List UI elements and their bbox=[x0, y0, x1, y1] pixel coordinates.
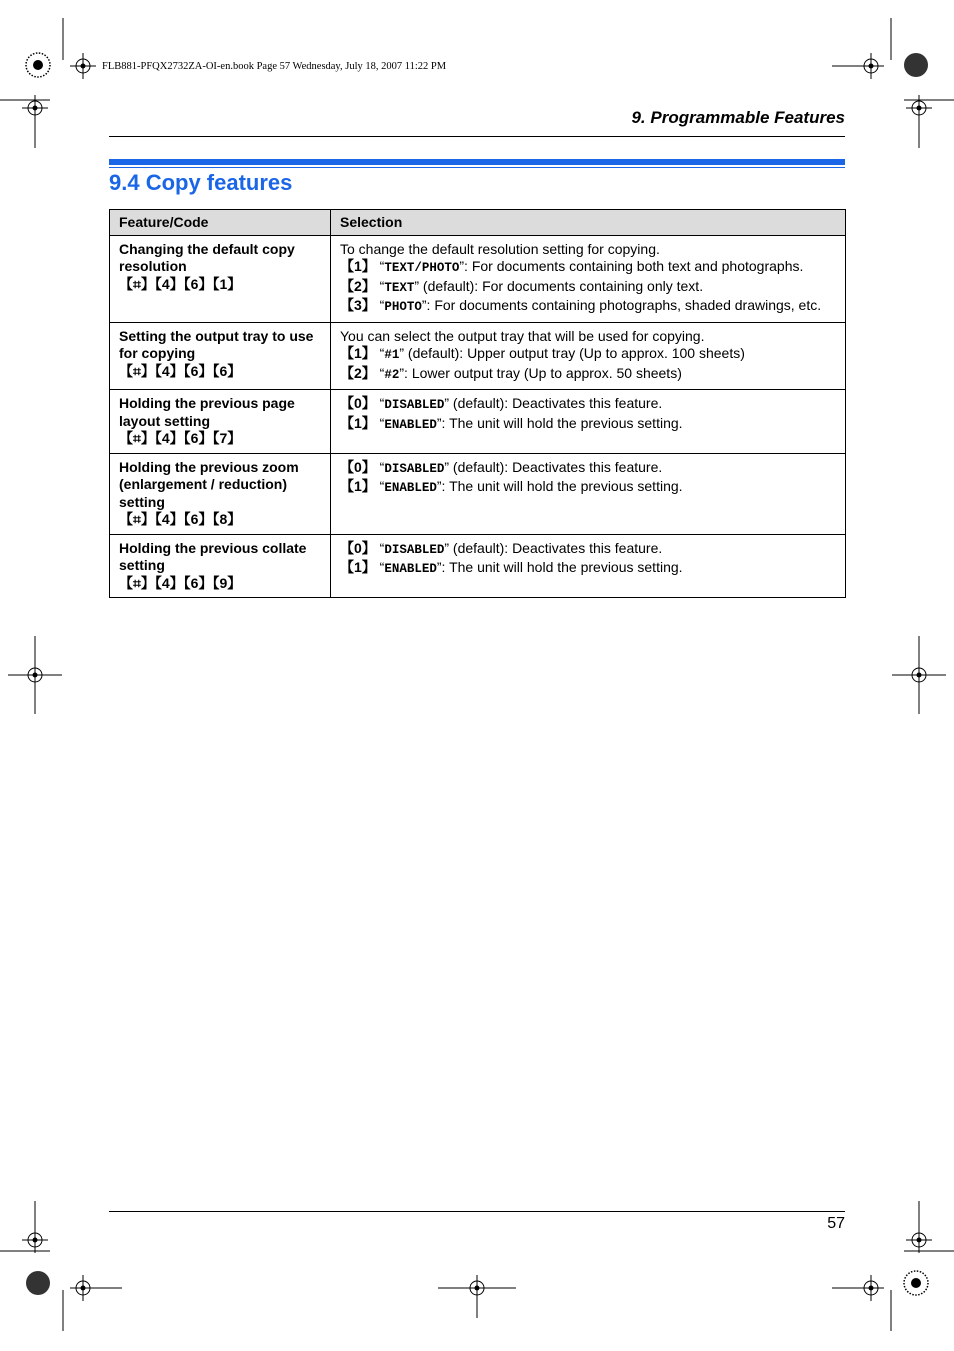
selection-option: 【1】 “#1” (default): Upper output tray (Up to approx. 100 sheets) bbox=[340, 345, 745, 362]
selection-option: 【1】 “ENABLED”: The unit will hold the previous setting. bbox=[340, 559, 683, 576]
option-key: 【1】 bbox=[340, 478, 376, 494]
option-desc: (default): For documents containing only text. bbox=[419, 277, 704, 294]
option-value: #2 bbox=[384, 367, 400, 382]
feature-code: 【⌗】【4】【6】【7】 bbox=[119, 430, 242, 446]
option-value: #1 bbox=[384, 348, 400, 362]
feature-code: 【⌗】【4】【6】【1】 bbox=[119, 275, 242, 292]
option-desc: (default): Deactivates this feature. bbox=[449, 458, 663, 475]
feature-code: 【⌗】【4】【6】【9】 bbox=[119, 574, 242, 591]
option-value: ENABLED bbox=[384, 417, 437, 432]
running-header: 9. Programmable Features bbox=[631, 108, 845, 127]
option-desc: : The unit will hold the previous setting. bbox=[441, 478, 683, 494]
option-value: TEXT bbox=[384, 280, 415, 295]
table-row bbox=[110, 322, 846, 390]
option-desc: : For documents containing photographs, shaded drawings, etc. bbox=[426, 297, 822, 313]
feature-name: Holding the previous zoom (enlargement / reduction) setting bbox=[119, 458, 299, 510]
selection-option: 【0】 “DISABLED” (default): Deactivates this feature. bbox=[340, 539, 663, 557]
option-desc: : The unit will hold the previous setting. bbox=[441, 559, 683, 575]
selection-option: 【2】 “#2”: Lower output tray (Up to approx. 50 sheets) bbox=[340, 364, 682, 382]
option-desc: : The unit will hold the previous setting. bbox=[441, 414, 683, 431]
header-rule bbox=[109, 136, 845, 137]
option-desc: : For documents containing both text and photographs. bbox=[464, 258, 804, 274]
table-row bbox=[110, 534, 846, 598]
column-header-selection: Selection bbox=[331, 210, 846, 236]
selection-option: 【1】 “TEXT/PHOTO”: For documents containing both text and photographs. bbox=[340, 258, 804, 275]
option-key: 【3】 bbox=[340, 297, 376, 313]
selection-intro: To change the default resolution setting for copying. bbox=[340, 240, 660, 257]
feature-name: Holding the previous collate setting bbox=[119, 539, 307, 573]
option-value: PHOTO bbox=[384, 300, 422, 314]
option-value: DISABLED bbox=[384, 461, 445, 476]
column-header-feature: Feature/Code bbox=[110, 210, 331, 236]
footer-rule bbox=[109, 1211, 845, 1212]
option-value: ENABLED bbox=[384, 481, 437, 495]
selection-cell bbox=[331, 322, 846, 390]
selection-cell bbox=[331, 235, 846, 322]
option-key: 【1】 bbox=[340, 559, 376, 575]
copy-features-table bbox=[109, 209, 846, 598]
feature-code: 【⌗】【4】【6】【8】 bbox=[119, 511, 242, 527]
feature-name: Changing the default copy resolution bbox=[119, 240, 295, 274]
option-value: ENABLED bbox=[384, 562, 437, 576]
selection-option: 【0】 “DISABLED” (default): Deactivates this feature. bbox=[340, 458, 663, 476]
option-desc: (default): Deactivates this feature. bbox=[449, 395, 663, 411]
selection-cell bbox=[331, 534, 846, 598]
section-bar-thin bbox=[109, 167, 845, 168]
feature-cell bbox=[110, 453, 331, 534]
selection-option: 【2】 “TEXT” (default): For documents containing only text. bbox=[340, 277, 704, 295]
selection-option: 【1】 “ENABLED”: The unit will hold the previous setting. bbox=[340, 478, 683, 495]
option-key: 【0】 bbox=[340, 395, 376, 411]
feature-name: Setting the output tray to use for copying bbox=[119, 327, 314, 361]
option-key: 【0】 bbox=[340, 539, 376, 556]
option-desc: (default): Deactivates this feature. bbox=[449, 539, 663, 556]
feature-cell bbox=[110, 235, 331, 322]
option-value: DISABLED bbox=[384, 542, 445, 557]
selection-cell bbox=[331, 390, 846, 454]
selection-option: 【3】 “PHOTO”: For documents containing photographs, shaded drawings, etc. bbox=[340, 297, 822, 314]
selection-intro: You can select the output tray that will be used for copying. bbox=[340, 327, 705, 344]
option-value: DISABLED bbox=[384, 398, 445, 412]
feature-code: 【⌗】【4】【6】【6】 bbox=[119, 362, 242, 379]
selection-cell bbox=[331, 453, 846, 534]
option-value: TEXT/PHOTO bbox=[384, 261, 460, 275]
selection-option: 【1】 “ENABLED”: The unit will hold the previous setting. bbox=[340, 414, 683, 432]
feature-cell bbox=[110, 322, 331, 390]
option-desc: (default): Upper output tray (Up to approx. 100 sheets) bbox=[404, 345, 745, 361]
section-title: 9.4 Copy features bbox=[109, 170, 293, 195]
table-row bbox=[110, 453, 846, 534]
table-row bbox=[110, 235, 846, 322]
option-key: 【1】 bbox=[340, 414, 376, 431]
print-info: FLB881-PFQX2732ZA-OI-en.book Page 57 Wednesday, July 18, 2007 11:22 PM bbox=[102, 61, 447, 72]
table-header-row bbox=[110, 210, 846, 236]
feature-name: Holding the previous page layout setting bbox=[119, 395, 295, 429]
selection-option: 【0】 “DISABLED” (default): Deactivates this feature. bbox=[340, 395, 663, 412]
page-number: 57 bbox=[827, 1215, 845, 1232]
option-key: 【0】 bbox=[340, 458, 376, 475]
option-key: 【2】 bbox=[340, 277, 376, 294]
section-bar bbox=[109, 159, 845, 165]
option-key: 【1】 bbox=[340, 345, 376, 361]
feature-cell bbox=[110, 390, 331, 454]
option-key: 【2】 bbox=[340, 364, 376, 381]
table-row bbox=[110, 390, 846, 454]
option-desc: : Lower output tray (Up to approx. 50 sheets) bbox=[404, 364, 682, 381]
feature-cell bbox=[110, 534, 331, 598]
option-key: 【1】 bbox=[340, 258, 376, 274]
